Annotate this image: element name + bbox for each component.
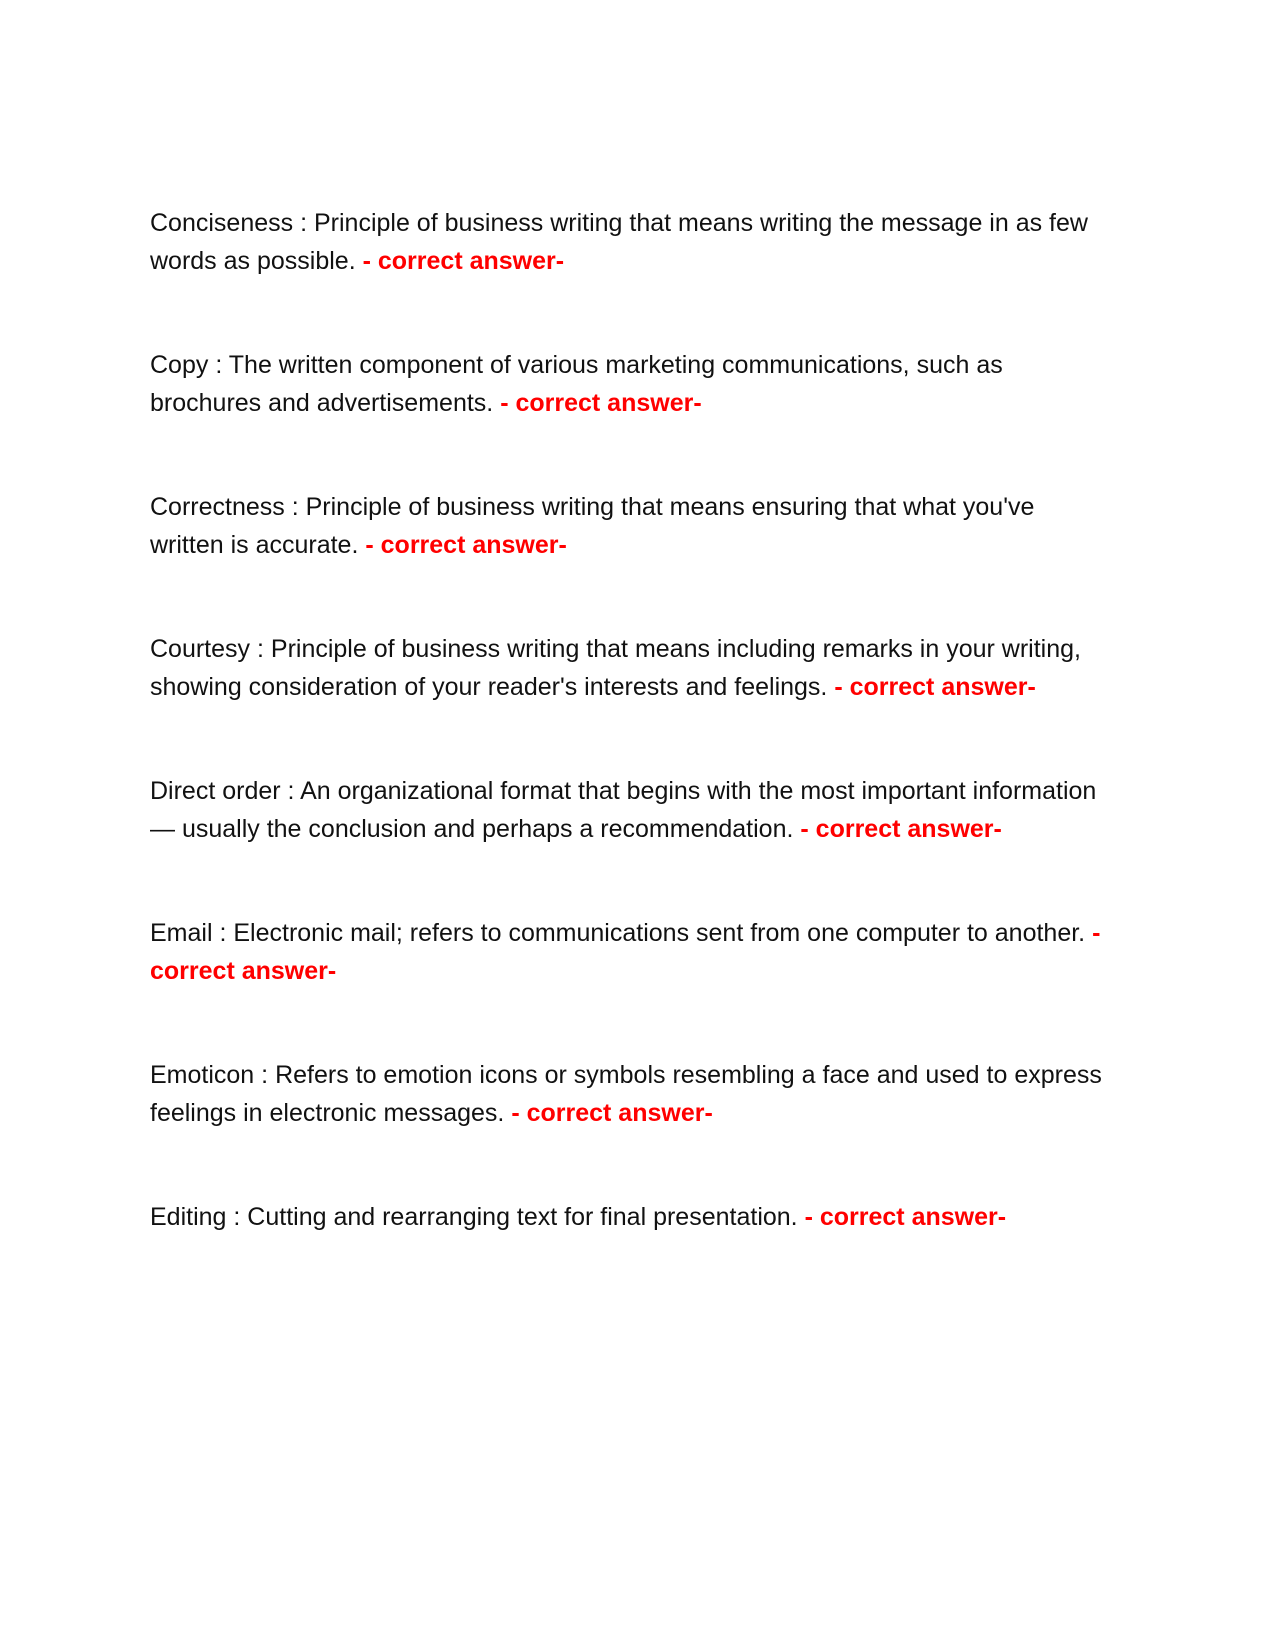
entry-term: Conciseness — [150, 209, 294, 237]
correct-answer-label: - correct answer- — [150, 919, 1101, 985]
glossary-entry: Direct order : An organizational format that begins with the most important information — usually the conclusion and perhaps a recommendation. - correct answer- — [150, 777, 1097, 843]
entry-term: Direct order — [150, 777, 281, 805]
glossary-entry: Emoticon : Refers to emotion icons or symbols resembling a face and used to express feelings in electronic messages. - correct answer- — [150, 1061, 1102, 1127]
entry-definition: Principle of business writing that means including remarks in your writing, showing consideration of your reader's interests and feelings. — [150, 635, 1081, 701]
glossary-entry: Conciseness : Principle of business writing that means writing the message in as few words as possible. - correct answer- — [150, 209, 1088, 275]
glossary-entry: Email : Electronic mail; refers to communications sent from one computer to another. - correct answer- — [150, 919, 1101, 985]
correct-answer-label: - correct answer- — [804, 1203, 1007, 1231]
glossary-entry: Correctness : Principle of business writing that means ensuring that what you've written is accurate. - correct answer- — [150, 493, 1035, 559]
entry-definition: Principle of business writing that means writing the message in as few words as possible. — [150, 209, 1088, 275]
entry-term: Editing — [150, 1203, 227, 1231]
entry-term: Emoticon — [150, 1061, 255, 1089]
entry-definition: Principle of business writing that means ensuring that what you've written is accurate. — [150, 493, 1035, 559]
entry-definition: The written component of various marketing communications, such as brochures and advertisements. — [150, 351, 1003, 417]
correct-answer-label: - correct answer- — [362, 247, 565, 275]
glossary-list — [150, 204, 1110, 1302]
entry-definition: Cutting and rearranging text for final presentation. — [247, 1203, 798, 1231]
entry-term: Correctness — [150, 493, 285, 521]
entry-definition: Electronic mail; refers to communications sent from one computer to another. — [233, 919, 1086, 947]
entry-term: Email — [150, 919, 213, 947]
correct-answer-label: - correct answer- — [834, 673, 1036, 701]
entry-definition: Refers to emotion icons or symbols resembling a face and used to express feelings in electronic messages. — [150, 1061, 1102, 1127]
correct-answer-label: - correct answer- — [365, 531, 567, 559]
glossary-entry: Editing : Cutting and rearranging text for final presentation. - correct answer- — [150, 1203, 1007, 1231]
glossary-entry: Courtesy : Principle of business writing that means including remarks in your writing, showing consideration of your reader's interests and feelings. - correct answer- — [150, 635, 1081, 701]
glossary-entry: Copy : The written component of various marketing communications, such as brochures and advertisements. - correct answer- — [150, 351, 1003, 417]
correct-answer-label: - correct answer- — [800, 815, 1002, 843]
entry-term: Courtesy — [150, 635, 251, 663]
correct-answer-label: - correct answer- — [500, 389, 702, 417]
entry-term: Copy — [150, 351, 209, 379]
correct-answer-label: - correct answer- — [511, 1099, 713, 1127]
entry-definition: An organizational format that begins with the most important information — usually the conclusion and perhaps a recommendation. — [150, 777, 1097, 843]
